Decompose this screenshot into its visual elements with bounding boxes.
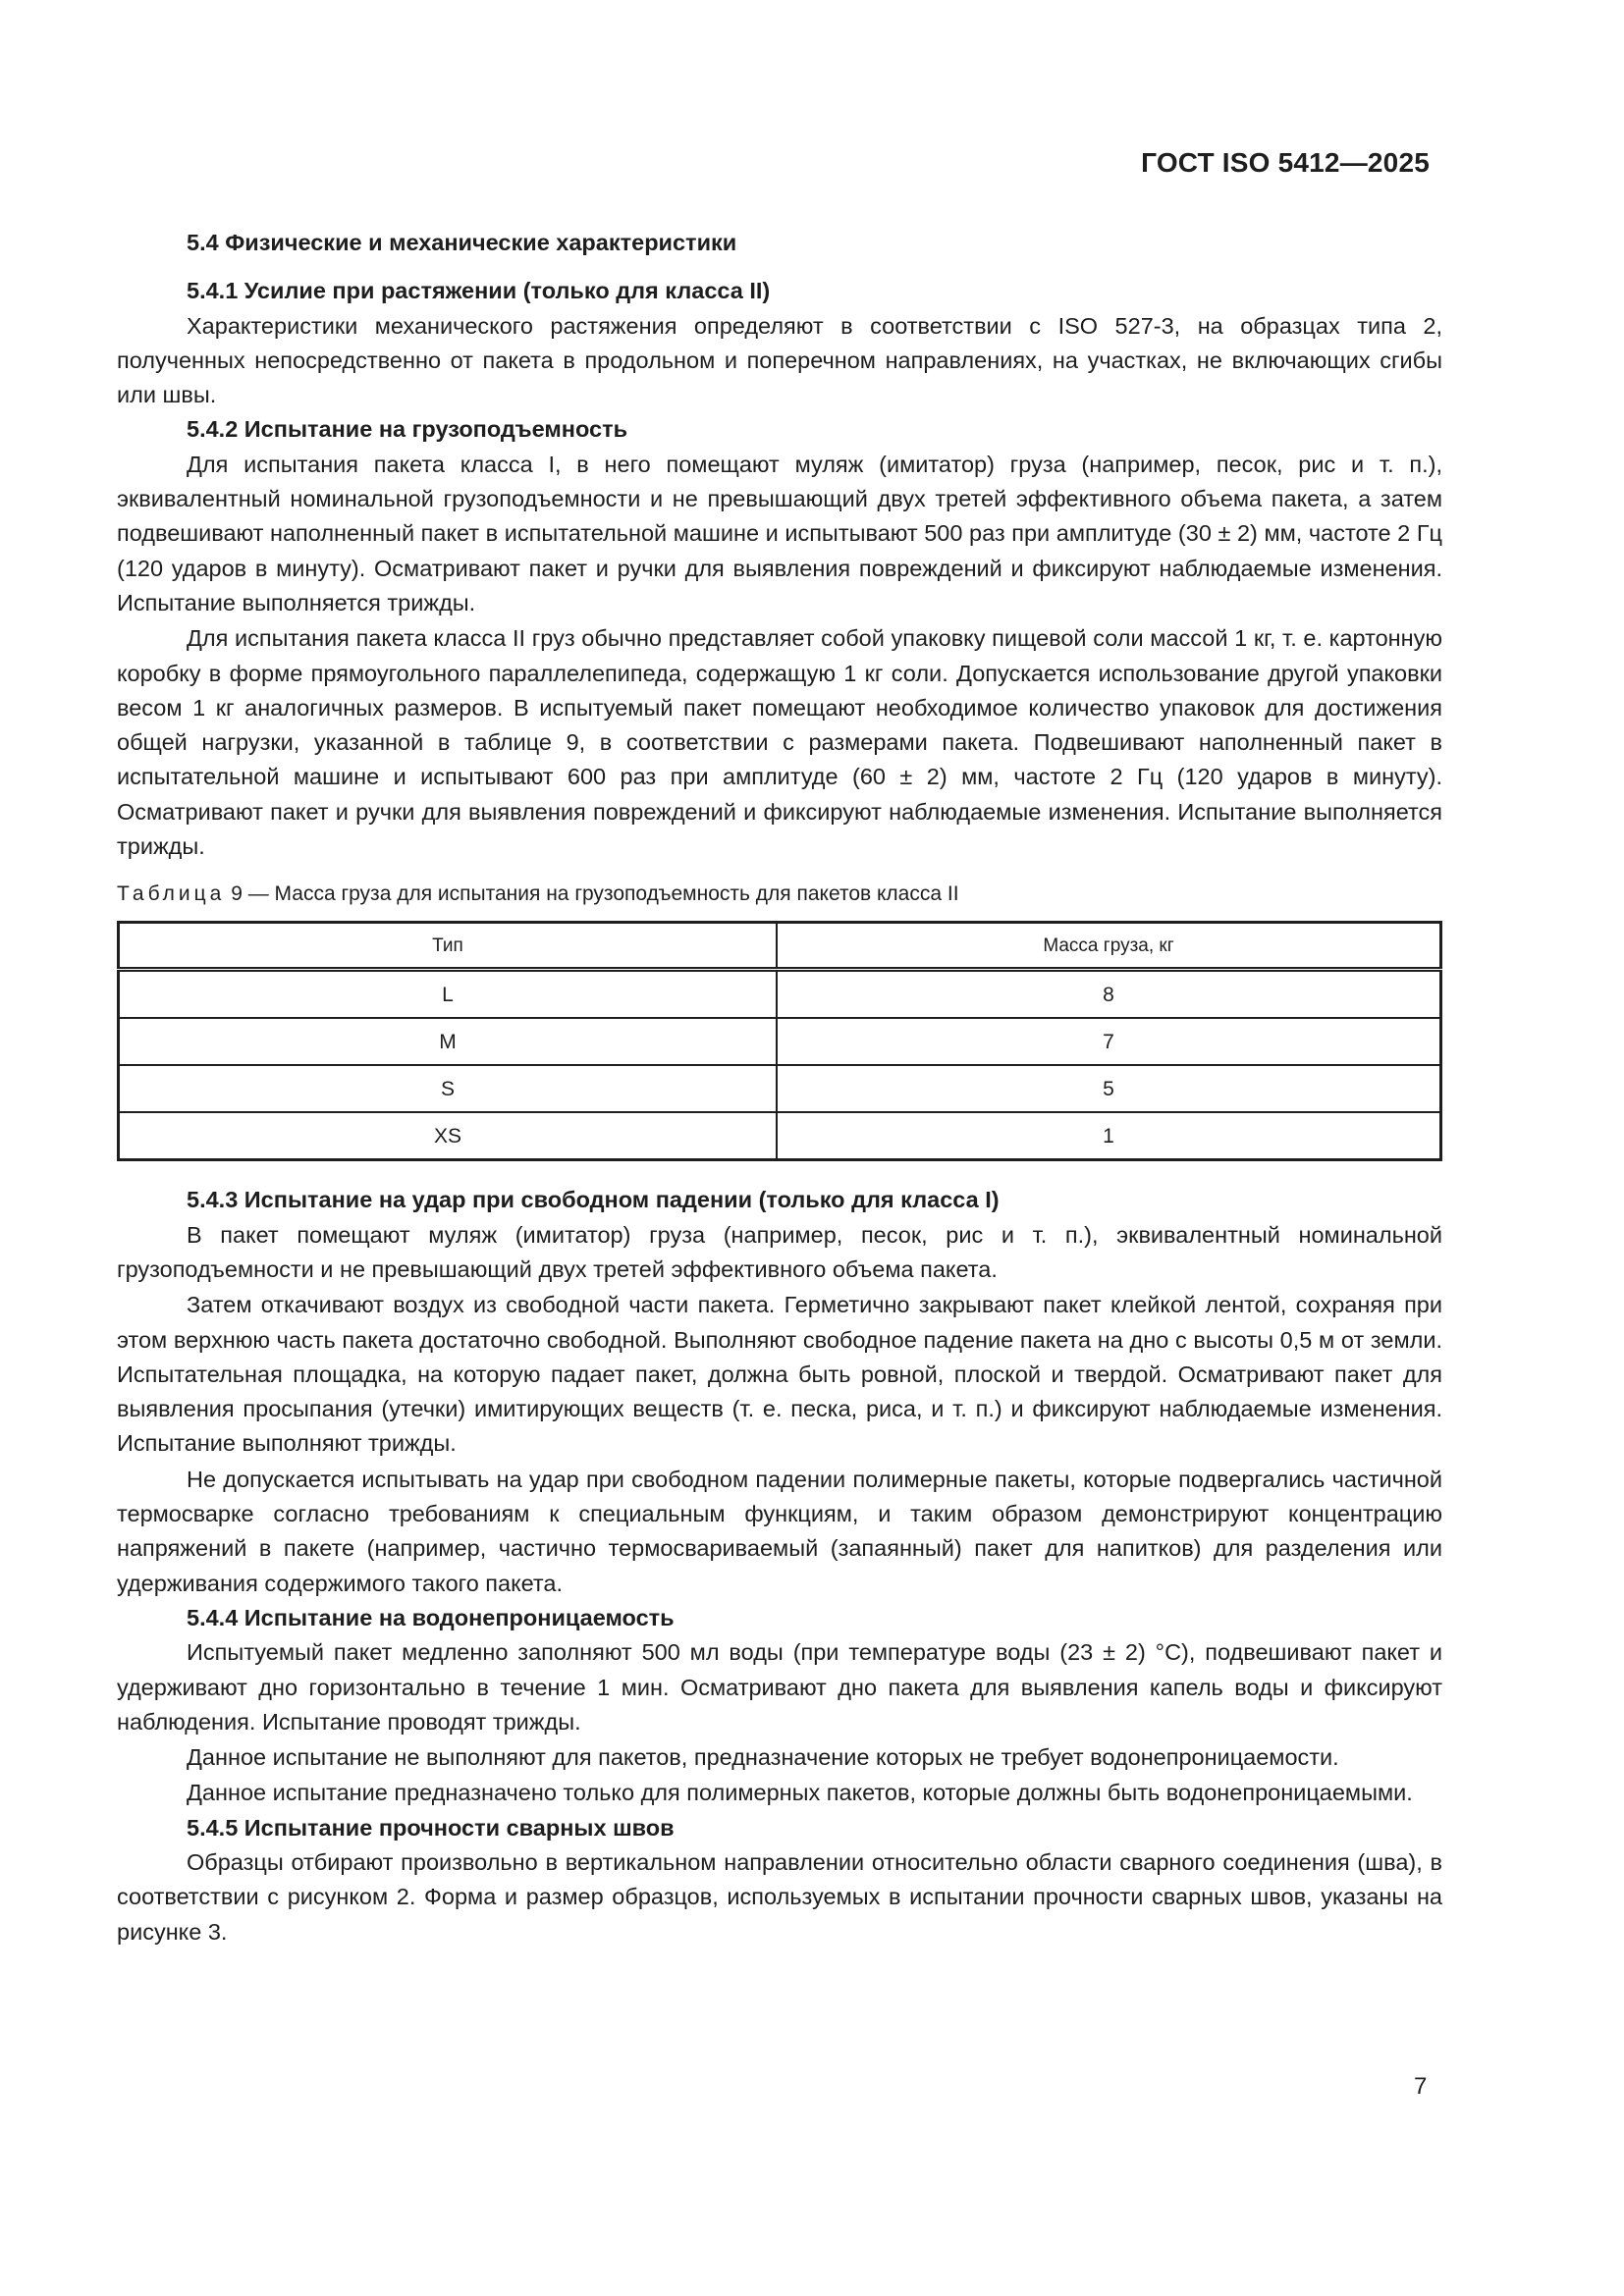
subsection-title-5-4-1: 5.4.1 Усилие при растяжении (только для класса II) — [187, 278, 771, 304]
paragraph: Испытуемый пакет медленно заполняют 500 мл воды (при температуре воды (23 ± 2) °С), подвешивают пакет и удерживают дно горизонтально в течение 1 мин. Осматривают дно пакета для выявления капель воды и фиксируют наблюдения. Испытание проводят трижды. — [117, 1639, 1442, 1735]
table-9-load-mass — [117, 921, 1442, 1161]
paragraph: Для испытания пакета класса II груз обычно представляет собой упаковку пищевой соли массой 1 кг, т. е. картонную коробку в форме прямоугольного параллелепипеда, содержащую 1 кг соли. Допускается использование другой упаковки весом 1 кг аналогичных размеров. В испытуемый пакет помещают необходимое количество упаковок для достижения общей нагрузки, указанной в таблице 9, в соответствии с размерами пакета. Подвешивают наполненный пакет в испытательной машине и испытывают 600 раз при амплитуде (60 ± 2) мм, частоте 2 Гц (120 ударов в минуту). Осматривают пакет и ручки для выявления повреждений и фиксируют наблюдаемые изменения. Испытание выполняется трижды. — [117, 625, 1442, 860]
paragraph: Данное испытание не выполняют для пакетов, предназначение которых не требует водонепроницаемости. — [187, 1744, 1339, 1771]
cell-type: XS — [119, 1112, 778, 1160]
table-caption-label: Таблица — [117, 882, 226, 906]
table-row — [119, 970, 1441, 1019]
column-header-mass: Масса груза, кг — [777, 923, 1441, 970]
cell-mass: 1 — [777, 1112, 1441, 1160]
table-caption-title: 9 — Масса груза для испытания на грузоподъемность для пакетов класса II — [231, 882, 959, 906]
paragraph: Для испытания пакета класса I, в него помещают муляж (имитатор) груза (например, песок, рис и т. п.), эквивалентный номинальной грузоподъемности и не превышающий двух третей эффективного объема пакета, а затем подвешивают наполненный пакет в испытательной машине и испытывают 500 раз при амплитуде (30 ± 2) мм, частоте 2 Гц (120 ударов в минуту). Осматривают пакет и ручки для выявления повреждений и фиксируют наблюдаемые изменения. Испытание выполняется трижды. — [117, 451, 1442, 615]
table-row — [119, 1112, 1441, 1160]
cell-mass: 5 — [777, 1065, 1441, 1112]
column-header-type: Тип — [119, 923, 778, 970]
subsection-title-5-4-5: 5.4.5 Испытание прочности сварных швов — [187, 1814, 675, 1841]
cell-type: L — [119, 970, 778, 1019]
paragraph: Образцы отбирают произвольно в вертикальном направлении относительно области сварного соединения (шва), в соответствии с рисунком 2. Форма и размер образцов, используемых в испытании прочности сварных швов, указаны на рисунке 3. — [117, 1848, 1442, 1945]
section-title-5-4: 5.4 Физические и механические характеристики — [187, 230, 737, 255]
document-designation: ГОСТ ISO 5412—2025 — [1141, 147, 1430, 178]
table-caption — [117, 880, 1442, 909]
subsection-title-5-4-4: 5.4.4 Испытание на водонепроницаемость — [187, 1604, 675, 1630]
document-body — [117, 226, 1442, 1949]
table-header-row — [119, 923, 1441, 970]
subsection-title-5-4-3: 5.4.3 Испытание на удар при свободном падении (только для класса I) — [187, 1187, 1000, 1213]
cell-mass: 7 — [777, 1018, 1441, 1065]
paragraph: Данное испытание предназначено только для полимерных пакетов, которые должны быть водонепроницаемыми. — [187, 1780, 1413, 1806]
cell-type: S — [119, 1065, 778, 1112]
paragraph: В пакет помещают муляж (имитатор) груза (например, песок, рис и т. п.), эквивалентный номинальной грузоподъемности и не превышающий двух третей эффективного объема пакета. — [117, 1221, 1442, 1282]
paragraph: Затем откачивают воздух из свободной части пакета. Герметично закрывают пакет клейкой лентой, сохраняя при этом верхнюю часть пакета достаточно свободной. Выполняют свободное падение пакета на дно с высоты 0,5 м от земли. Испытательная площадка, на которую падает пакет, должна быть ровной, плоской и твердой. Осматривают пакет для выявления просыпания (утечки) имитирующих веществ (т. е. песка, риса, и т. п.) и фиксируют наблюдаемые изменения. Испытание выполняют трижды. — [117, 1292, 1442, 1457]
page-number: 7 — [1414, 2073, 1428, 2100]
table-row — [119, 1018, 1441, 1065]
cell-mass: 8 — [777, 970, 1441, 1019]
paragraph: Характеристики механического растяжения определяют в соответствии с ISO 527-3, на образцах типа 2, полученных непосредственно от пакета в продольном и поперечном направлениях, на участках, не включающих сгибы или швы. — [117, 312, 1442, 408]
subsection-title-5-4-2: 5.4.2 Испытание на грузоподъемность — [187, 416, 628, 443]
paragraph: Не допускается испытывать на удар при свободном падении полимерные пакеты, которые подвергались частичной термосварке согласно требованиям к специальным функциям, и таким образом демонстрируют концентрацию напряжений в пакете (например, частично термосвариваемый (запаянный) пакет для напитков) для разделения или удерживания содержимого такого пакета. — [117, 1466, 1442, 1596]
table-row — [119, 1065, 1441, 1112]
cell-type: M — [119, 1018, 778, 1065]
